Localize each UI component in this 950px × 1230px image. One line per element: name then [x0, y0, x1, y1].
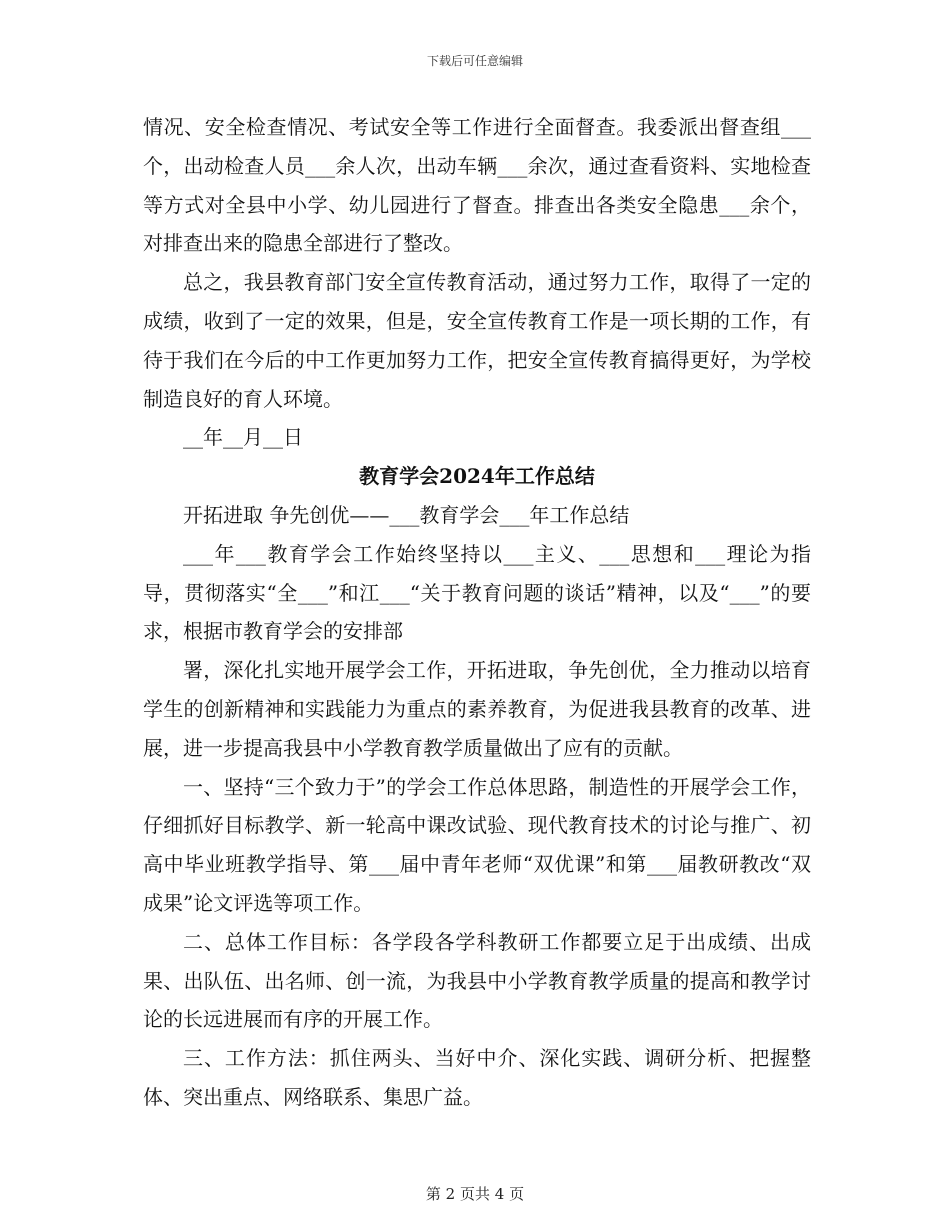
page-header: 下载后可任意编辑 — [426, 54, 523, 68]
date-line: __年__月__日 — [183, 425, 303, 450]
paragraph-summary: 总之，我县教育部门安全宣传教育活动，通过努力工作，取得了一定的成绩，收到了一定的效果，但是，安全宣传教育工作是一项长期的工作，有待于我们在今后的中工作更加努力工作，把安全宣传教育搞得更好，为学校制造良好的育人环境。 — [143, 270, 811, 411]
page-footer: 第 2 页共 4 页 — [425, 1185, 525, 1203]
section-title: 教育学会2024年工作总结 — [359, 464, 595, 489]
paragraph-guiding: ___年___教育学会工作始终坚持以___主义、___思想和___理论为指导，贯彻落实“全___”和江___“关于教育问题的谈话”精神，以及“___”的要求，根据市教育学会的安排部 — [143, 541, 811, 644]
paragraph-point-two: 二、总体工作目标：各学段各学科教研工作都要立足于出成绩、出成果、出队伍、出名师、创一流，为我县中小学教育教学质量的提高和教学讨论的长远进展而有序的开展工作。 — [143, 929, 811, 1032]
document-body — [143, 108, 811, 1117]
paragraph-inspection: 情况、安全检查情况、考试安全等工作进行全面督查。我委派出督查组___个，出动检查人员___余人次，出动车辆___余次，通过查看资料、实地检查等方式对全县中小学、幼儿园进行了督查。排查出各类安全隐患___余个，对排查出来的隐患全部进行了整改。 — [143, 115, 811, 256]
paragraph-point-three: 三、工作方法：抓住两头、当好中介、深化实践、调研分析、把握整体、突出重点、网络联系、集思广益。 — [143, 1046, 811, 1109]
subtitle-line: 开拓进取 争先创优——___教育学会___年工作总结 — [183, 502, 630, 527]
paragraph-point-one: 一、坚持“三个致力于”的学会工作总体思路，制造性的开展学会工作，仔细抓好目标教学、新一轮高中课改试验、现代教育技术的讨论与推广、初高中毕业班教学指导、第___届中青年老师“双优课”和第___届教研教改“双成果”论文评选等项工作。 — [143, 774, 811, 915]
paragraph-deployment: 署，深化扎实地开展学会工作，开拓进取，争先创优，全力推动以培育学生的创新精神和实践能力为重点的素养教育，为促进我县教育的改革、进展，进一步提高我县中小学教育教学质量做出了应有的贡献。 — [143, 658, 811, 760]
